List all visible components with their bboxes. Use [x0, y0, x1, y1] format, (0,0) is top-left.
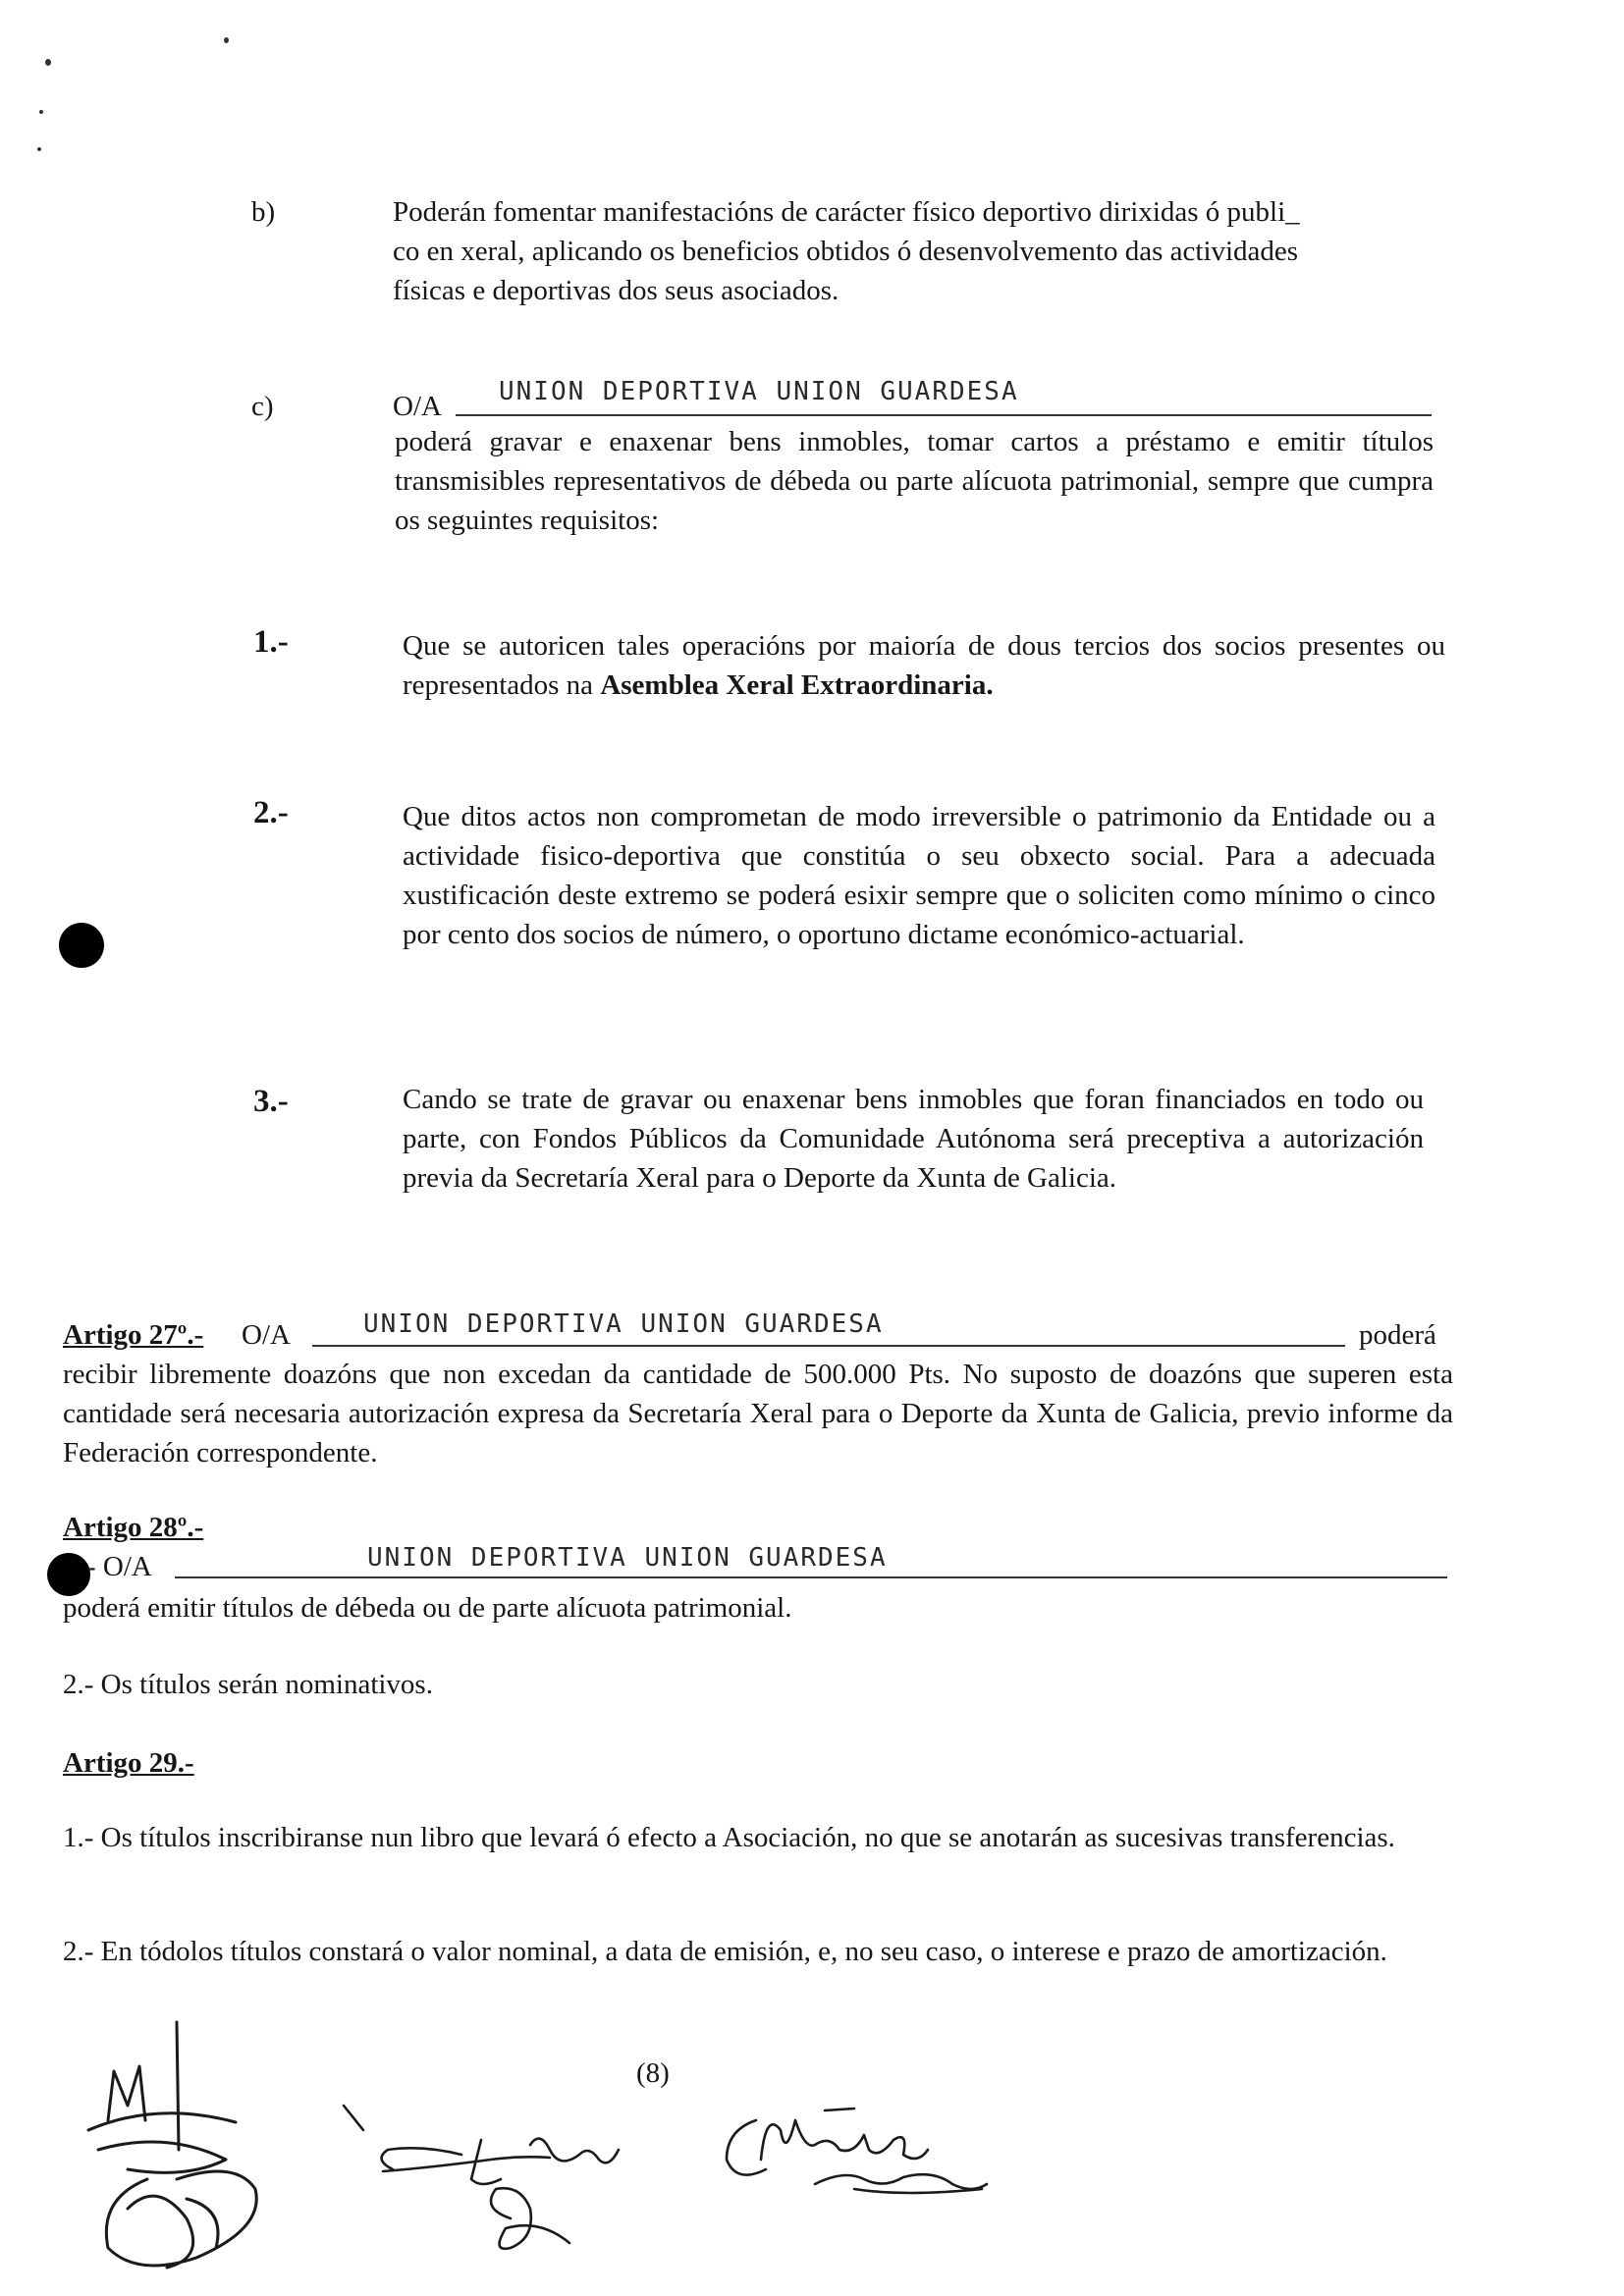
article-28-paragraph-2: 2.- Os títulos serán nominativos.: [63, 1669, 433, 1700]
item-b-text: [393, 192, 1453, 310]
signature-1: [69, 2012, 304, 2287]
punch-hole-dot: [59, 923, 104, 968]
requirement-text: Cando se trate de gravar ou enaxenar bens inmobles que foran financiados en todo ou parte, con Fondos Públicos da Comunidade Autónoma será preceptiva a autorización previa da Secretaría Xeral para o Deporte da Xunta de Galicia.: [403, 1084, 1424, 1194]
scan-speck: [39, 110, 43, 114]
item-c-text: poderá gravar e enaxenar bens inmobles, tomar cartos a préstamo e emitir títulos transmisibles representativos de débeda ou parte alícuota patrimonial, sempre que cumpra os seguintes requisitos:: [395, 426, 1434, 536]
item-b-line: co en xeral, aplicando os beneficios obtidos ó desenvolvemento das actividades: [393, 236, 1299, 267]
requirement-text: [403, 626, 1445, 705]
item-b-line: Poderán fomentar manifestacións de carácter físico deportivo dirixidas ó publi_: [393, 196, 1300, 228]
page-number: (8): [636, 2057, 670, 2089]
article-27-suffix: poderá: [1359, 1319, 1436, 1351]
signature-3-text: Maritse: [854, 2097, 867, 2102]
signature-3: [707, 2091, 1001, 2218]
article-28-oa-prefix: - O/A: [86, 1551, 152, 1582]
item-c-label: c): [251, 391, 274, 422]
item-c-oa-prefix: O/A: [393, 391, 442, 422]
article-28-org-name: UNION DEPORTIVA UNION GUARDESA: [367, 1543, 888, 1573]
article-27-text: recibir libremente doazóns que non excedan da cantidade de 500.000 Pts. No suposto de doazóns que superen esta cantidade será necesaria autorización expresa da Secretaría Xeral para o Deporte da Xunta de Galicia, previo informe da Federación correspondente.: [63, 1359, 1453, 1468]
article-29-heading: Artigo 29.-: [63, 1747, 194, 1779]
item-c-org-name: UNION DEPORTIVA UNION GUARDESA: [499, 377, 1019, 406]
scan-speck: [224, 37, 229, 43]
requirement-text-plain: Que se autoricen tales operacións por maioría de dous tercios dos socios presentes ou representados na: [403, 630, 1445, 701]
article-29-paragraph-1: 1.- Os títulos inscribiranse nun libro que levará ó efecto a Asociación, no que se anotarán as sucesivas transferencias.: [63, 1822, 1395, 1853]
requirement-text: Que ditos actos non comprometan de modo irreversible o patrimonio da Entidade ou a actividade fisico-deportiva que constitúa o seu obxecto social. Para a adecuada xustificación deste extremo se poderá esixir sempre que o soliciten como mínimo o cinco por cento dos socios de número, o oportuno dictame económico-actuarial.: [403, 801, 1435, 950]
article-28-paragraph-1: poderá emitir títulos de débeda ou de parte alícuota patrimonial.: [63, 1592, 792, 1624]
signature-2: [334, 2101, 648, 2268]
requirement-number: 2.-: [253, 795, 289, 830]
requirement-number: 3.-: [253, 1084, 289, 1119]
scan-speck: [45, 59, 51, 66]
requirement-number: 1.-: [253, 624, 289, 660]
article-28-heading: Artigo 28º.-: [63, 1512, 204, 1543]
article-27-org-name: UNION DEPORTIVA UNION GUARDESA: [363, 1309, 884, 1339]
scan-speck: [37, 147, 41, 151]
item-b-line: físicas e deportivas dos seus asociados.: [393, 275, 839, 306]
article-27-oa-prefix: O/A: [242, 1319, 291, 1351]
item-b-label: b): [251, 196, 276, 228]
signature-2-text: Cruz Reyes: [471, 2116, 490, 2121]
article-27-heading: Artigo 27º.-: [63, 1319, 204, 1351]
article-29-paragraph-2: 2.- En tódolos títulos constará o valor nominal, a data de emisión, e, no seu caso, o interese e prazo de amortización.: [63, 1936, 1387, 1967]
requirement-text-bold: Asemblea Xeral Extraordinaria.: [600, 669, 994, 701]
